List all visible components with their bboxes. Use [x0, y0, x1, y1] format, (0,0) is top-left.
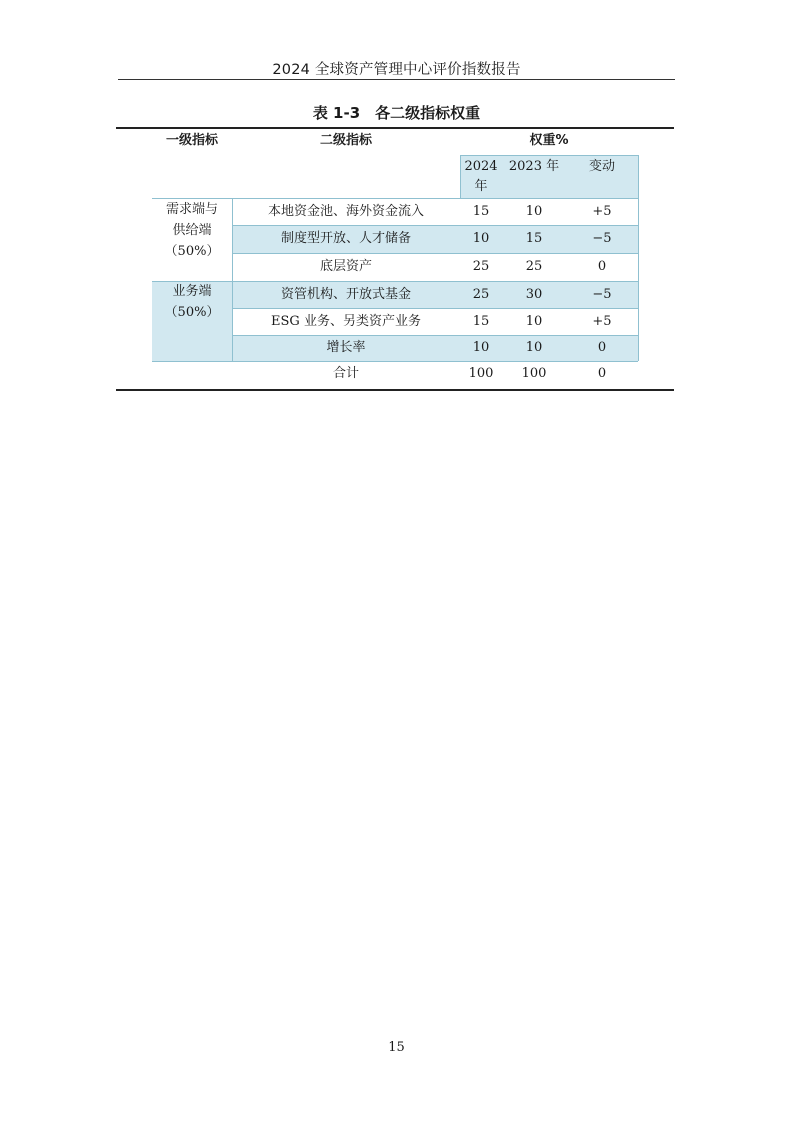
weight-2024: 10: [472, 231, 490, 246]
header-year-2023: 2023 年: [508, 159, 560, 174]
weight-change: +5: [592, 313, 612, 329]
total-change: 0: [597, 366, 607, 381]
indicator-name: 底层资产: [319, 259, 372, 274]
weight-change: −5: [592, 231, 612, 246]
total-2023: 100: [521, 366, 547, 381]
weight-2023: 10: [525, 313, 543, 329]
grid-line: [638, 155, 639, 361]
weight-change: −5: [592, 286, 612, 302]
table-title: 表 1-3 各二级指标权重: [312, 104, 481, 122]
weight-2023: 15: [525, 231, 543, 246]
total-label: 合计: [332, 366, 359, 381]
weight-change: 0: [597, 259, 607, 274]
weight-2024: 25: [472, 259, 490, 274]
header-level1: 一级指标: [165, 133, 218, 148]
weight-2024: 25: [472, 286, 490, 302]
table-bottom-rule: [116, 389, 674, 391]
weight-2023: 25: [525, 259, 543, 274]
page-number: 15: [388, 1040, 405, 1055]
group-label: 业务端 （50%）: [164, 284, 220, 320]
weight-2023: 10: [525, 203, 543, 219]
header-change: 变动: [588, 159, 615, 174]
indicator-name: ESG 业务、另类资产业务: [271, 313, 421, 329]
header-level2: 二级指标: [319, 133, 372, 148]
running-header: 2024 全球资产管理中心评价指数报告: [272, 62, 521, 78]
header-weight: 权重%: [529, 133, 569, 148]
indicator-name: 增长率: [326, 340, 366, 355]
weight-2024: 10: [472, 340, 490, 355]
weight-2024: 15: [472, 203, 490, 219]
indicator-name: 资管机构、开放式基金: [280, 286, 411, 302]
weight-change: 0: [597, 340, 607, 355]
indicator-name: 制度型开放、人才储备: [280, 231, 411, 246]
header-rule: [118, 79, 675, 80]
header-year-2024: 2024 年: [464, 159, 498, 194]
total-2024: 100: [468, 366, 494, 381]
weight-2023: 30: [525, 286, 543, 302]
weight-change: +5: [592, 203, 612, 219]
table-top-rule: [116, 127, 674, 129]
weight-2023: 10: [525, 340, 543, 355]
weight-2024: 15: [472, 313, 490, 329]
group-label: 需求端与 供给端 （50%）: [164, 202, 220, 259]
indicator-name: 本地资金池、海外资金流入: [267, 203, 424, 219]
